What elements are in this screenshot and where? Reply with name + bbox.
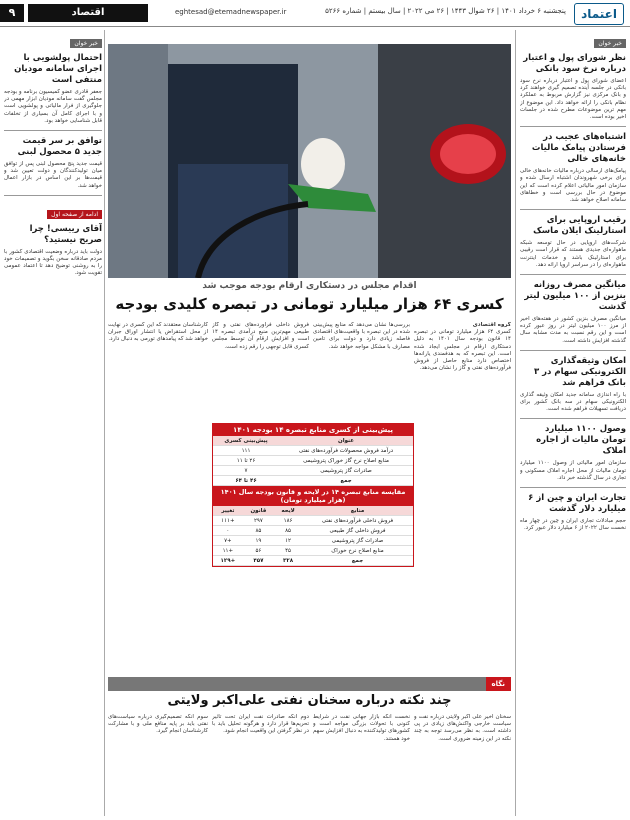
table-header: پیش‌بینی کسری — [213, 436, 279, 446]
table-cell: ۴۵ — [274, 546, 302, 556]
table-row — [213, 476, 413, 486]
table-cell: +۱۲۹ — [213, 556, 243, 566]
page-number: ۹ — [0, 4, 24, 22]
deficit-table — [213, 436, 413, 486]
news-body: سازمان امور مالیاتی از وصول ۱۱۰۰ میلیارد تومان مالیات از محل اجاره املاک مسکونی و تجاری در سال گذشته خبر داد. — [520, 460, 626, 481]
article-text: کارشناسان معتقدند که این کسری در نهایت از محل استقراض یا انتشار اوراق جبران خواهد شد که پیامدهای تورمی به دنبال دارد. — [108, 322, 208, 343]
article-column — [212, 322, 309, 420]
divider — [520, 350, 626, 351]
continued-kicker: ادامه از صفحه اول — [47, 210, 102, 219]
news-headline[interactable]: نظر شورای پول و اعتبار درباره نرخ سود بانکی — [523, 53, 626, 74]
left-news-column — [4, 30, 102, 816]
news-body: حجم مبادلات تجاری ایران و چین در چهار ماه نخست سال ۲۰۲۲ از ۶ میلیارد دلار عبور کرد. — [520, 518, 626, 532]
table-header: تغییر — [213, 506, 243, 516]
table-title: مقایسه منابع تبصره ۱۴ در لایحه و قانون بودجه سال ۱۴۰۱ (هزار میلیارد تومان) — [213, 486, 413, 506]
table-cell: ۱۹ — [243, 536, 274, 546]
table-cell: ۴۶ تا ۶۴ — [213, 476, 279, 486]
table-cell: فروش داخلی فرآورده‌های نفتی — [302, 516, 413, 526]
divider — [4, 195, 102, 196]
news-body: با راه اندازی سامانه جدید امکان وثیقه گذاری الکترونیکی سهام در سه بانک کشور برای دریافت تسهیلات فراهم شده است. — [520, 391, 626, 413]
news-body: دولت باید درباره وضعیت اقتصادی کشور با مردم صادقانه سخن بگوید و تصمیمات خود را به روشنی توضیح دهد تا اعتماد عمومی تقویت شود. — [4, 248, 102, 277]
divider — [520, 274, 626, 275]
article-byline: گروه اقتصادی — [472, 322, 511, 328]
news-body: میانگین مصرف بنزین کشور در هفته‌های اخیر از مرز ۱۰۰ میلیون لیتر در روز عبور کرده است و این رقم نسبت به مدت مشابه سال گذشته افزایش داشته است. — [520, 316, 626, 344]
news-headline[interactable]: رقیب اروپایی برای استارلینک ایلان ماسک — [533, 215, 626, 237]
table-row — [213, 526, 413, 536]
news-body: جعفر قادری عضو کمیسیون برنامه و بودجه مجلس گفت سامانه مودیان ابزار مهمی در جلوگیری از فرار مالیاتی و پولشویی است و با اجرای کامل آن بسیاری از تخلفات قابل شناسایی خواهد بود. — [4, 89, 102, 124]
table-cell: ۱۱۱ — [213, 446, 279, 456]
table-row — [213, 456, 413, 466]
opinion-text: نخست آنکه بازار جهانی نفت در شرایط کنونی با تحولات بزرگی مواجه است و کشورهای تولیدکننده به دنبال افزایش سهم خود هستند. — [313, 714, 410, 742]
opinion-text: دوم آنکه صادرات نفت ایران تحت تاثیر تحریم‌ها قرار دارد و هرگونه تحلیل باید با در نظر گرفتن این واقعیت انجام شود. — [212, 714, 309, 735]
table-header-row — [213, 506, 413, 516]
table-row — [213, 556, 413, 566]
news-body: شرکت‌های اروپایی در حال توسعه شبکه ماهواره‌ای جدیدی هستند که قرار است رقیبی برای استارلینک باشد و خدمات اینترنت ماهواره‌ای را در سراسر اروپا ارائه دهد. — [520, 240, 626, 268]
comparison-table — [213, 506, 413, 566]
table-cell: ۳۲۸ — [274, 556, 302, 566]
table-row — [213, 516, 413, 526]
table-cell: درآمد فروش محصولات فرآورده‌های نفتی — [279, 446, 413, 456]
table-cell: ۷ — [213, 466, 279, 476]
news-headline[interactable]: احتمال پولشویی با اجرای سامانه مودیان منتفی است — [14, 53, 102, 85]
table-cell: ۱۸۶ — [274, 516, 302, 526]
table-header: عنوان — [279, 436, 413, 446]
news-headline[interactable]: تجارت ایران و چین از ۶ میلیارد دلار گذشت — [528, 493, 626, 515]
divider — [520, 418, 626, 419]
table-header-row — [213, 436, 413, 446]
opinion-column — [414, 714, 511, 816]
masthead-bar — [0, 0, 630, 27]
article-column — [313, 322, 410, 420]
table-cell: ۰ — [213, 526, 243, 536]
table-row — [213, 546, 413, 556]
table-header: لایحه — [274, 506, 302, 516]
opinion-column — [212, 714, 309, 816]
news-headline[interactable]: امکان وثیقه‌گذاری الکترونیکی سهام در ۳ بانک فراهم شد — [533, 355, 626, 388]
divider — [4, 130, 102, 131]
divider — [520, 487, 626, 488]
table-cell: منابع اصلاح نرخ گاز خوراک پتروشیمی — [279, 456, 413, 466]
opinion-column — [108, 714, 208, 816]
opinion-text: سوم آنکه تصمیم‌گیری درباره سیاست‌های نفتی باید بر پایه منافع ملی و با مشارکت کارشناسان انجام گیرد. — [108, 714, 208, 735]
column-kicker: خبر خوان — [594, 39, 626, 48]
article-text: فروش داخلی فرآورده‌های نفتی و گاز طبیعی مهم‌ترین منبع درآمدی تبصره ۱۴ است و افزایش ارقام آن توسط مجلس کسری قابل توجهی را رقم زده است. — [212, 322, 309, 350]
table-cell: ۸۵ — [243, 526, 274, 536]
article-text: بررسی‌ها نشان می‌دهد که منابع پیش‌بینی شده در این تبصره با واقعیت‌های اقتصادی فاصله زیادی دارد و دولت برای تامین مصارف با مشکل مواجه خواهد شد. — [313, 322, 410, 350]
news-body: قیمت جدید پنج محصول لبنی پس از توافق میان تولیدکنندگان و دولت تعیین شد و قیمت‌ها بر این اساس در بازار اعمال خواهد شد. — [4, 161, 102, 189]
budget-table-box — [212, 423, 414, 567]
table-cell: ۸۵ — [274, 526, 302, 536]
table-cell: صادرات گاز پتروشیمی — [279, 466, 413, 476]
table-cell: جمع — [279, 476, 413, 486]
table-cell: ۵۶ — [243, 546, 274, 556]
news-headline[interactable]: آقای رییسی! چرا صریح نیستید؟ — [29, 223, 102, 245]
table-cell: ۲۶ تا ۱۱ — [213, 456, 279, 466]
news-headline[interactable]: اشتباه‌های عجیب در فرستادن پیامک مالیات خانه‌های خالی — [531, 132, 626, 165]
section-email[interactable]: eghtesad@etemadnewspaper.ir — [175, 8, 287, 16]
section-label: اقتصاد — [28, 4, 148, 22]
dateline: پنجشنبه ۶ خرداد ۱۴۰۱ | ۲۶ شوال ۱۴۴۳ | ۲۶ می ۲۰۲۲ | سال بیستم | شماره ۵۲۶۶ — [325, 7, 566, 15]
table-row — [213, 466, 413, 476]
opinion-text: سخنان اخیر علی اکبر ولایتی درباره نفت و سیاست خارجی واکنش‌های زیادی در پی داشته است. به نظر می‌رسد توجه به چند نکته در این زمینه ضروری است. — [414, 714, 511, 742]
news-body: پیامک‌های ارسالی درباره مالیات خانه‌های خالی برای برخی شهروندان اشتباه ارسال شده و سازمان امور مالیاتی اعلام کرده است که این موضوع در حال بررسی است و خطاهای سامانه اصلاح خواهد شد. — [520, 168, 626, 204]
opinion-headline[interactable]: چند نکته درباره سخنان نفتی علی‌اکبر ولایتی — [167, 693, 452, 708]
table-cell: +۷ — [213, 536, 243, 546]
opinion-bar — [108, 677, 511, 691]
table-cell: ۱۲ — [274, 536, 302, 546]
table-cell: جمع — [302, 556, 413, 566]
right-news-column — [520, 30, 626, 816]
table-cell: صادرات گاز پتروشیمی — [302, 536, 413, 546]
table-row — [213, 446, 413, 456]
table-cell: +۱۱۱ — [213, 516, 243, 526]
opinion-column — [313, 714, 410, 816]
article-text: کسری ۶۴ هزار میلیارد تومانی در تبصره ۱۴ قانون بودجه سال ۱۴۰۱ به دلیل دستکاری ارقام در مجلس ایجاد شده است. این تبصره که به هدفمندی یارانه‌ها اختصاص دارد منابع حاصل از فروش فرآورده‌های نفتی و گاز را نشان می‌دهد. — [414, 329, 511, 372]
table-row — [213, 536, 413, 546]
article-column — [108, 322, 208, 642]
newspaper-logo: اعتماد — [574, 3, 624, 25]
table-cell: ۴۵۷ — [243, 556, 274, 566]
table-title: پیش‌بینی از کسری منابع تبصره ۱۴ بودجه ۱۴۰۱ — [213, 424, 413, 436]
column-kicker: خبر خوان — [70, 39, 102, 48]
news-headline[interactable]: میانگین مصرف روزانه بنزین از ۱۰۰ میلیون لیتر گذشت — [524, 280, 626, 313]
table-cell: +۱۱ — [213, 546, 243, 556]
table-cell: فروش داخلی گاز طبیعی — [302, 526, 413, 536]
divider — [520, 126, 626, 127]
table-cell: ۲۹۷ — [243, 516, 274, 526]
news-body: اعضای شورای پول و اعتبار درباره نرخ سود بانکی در جلسه آینده تصمیم گیری خواهند کرد و بانک مرکزی نیز گزارش مربوط به عملکرد نظام بانکی را ارائه خواهد داد. این موضوع از مهم ترین موضوعات مطرح شده در جلسات اخیر بوده است. — [520, 78, 626, 121]
table-header: قانون — [243, 506, 274, 516]
opinion-tag: نگاه — [486, 677, 511, 691]
article-subhead: اقدام مجلس در دستکاری ارقام بودجه موجب شد — [202, 281, 417, 291]
table-cell: منابع اصلاح نرخ خوراک — [302, 546, 413, 556]
news-headline[interactable]: وصول ۱۱۰۰ میلیارد تومان مالیات از اجاره املاک — [536, 424, 626, 457]
table-header: منابع — [302, 506, 413, 516]
article-column — [414, 322, 511, 642]
column-divider — [515, 30, 516, 816]
column-divider — [104, 30, 105, 816]
fuel-pump-photo — [108, 44, 511, 278]
divider — [520, 209, 626, 210]
news-headline[interactable]: توافق بر سر قیمت جدید ۵ محصول لبنی — [17, 136, 102, 158]
article-headline[interactable]: کسری ۶۴ هزار میلیارد تومانی در تبصره کلیدی بودجه — [115, 295, 504, 313]
